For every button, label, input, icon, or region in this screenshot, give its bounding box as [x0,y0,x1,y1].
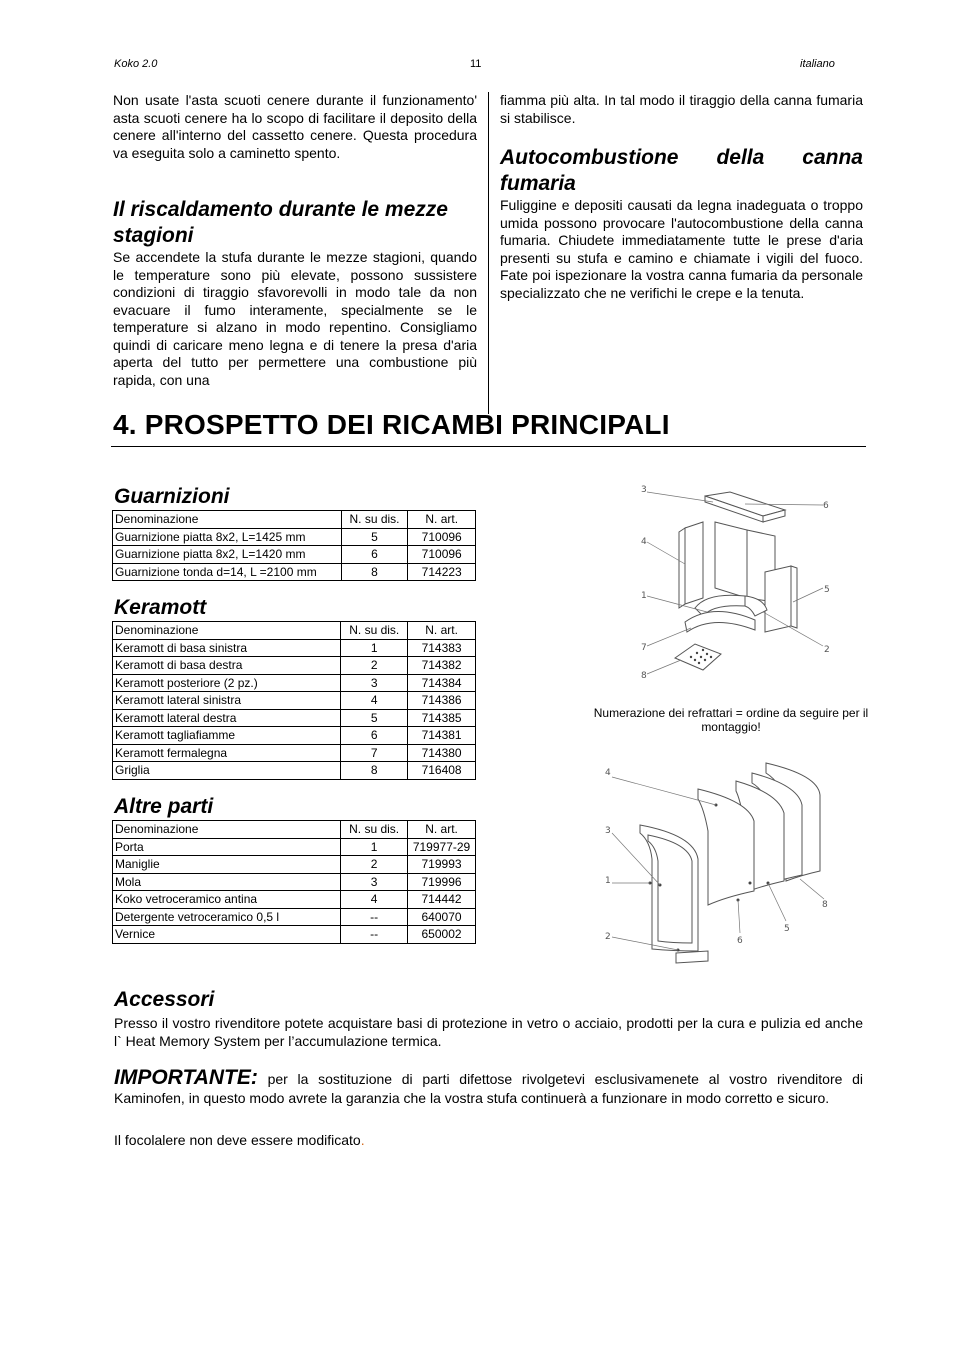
column-header-art: N. art. [408,622,476,640]
table-row [113,891,476,909]
diagram2-label-3: 3 [605,826,611,836]
cell-name: Keramott di basa destra [113,657,341,675]
table-row [113,692,476,710]
table-header-row [113,511,476,529]
cell-name: Porta [113,838,341,856]
diagram2-label-4: 4 [605,768,611,778]
cell-num: 8 [341,563,408,581]
section-title-mezze-stagioni: Il riscaldamento durante le mezze stagioni [113,198,448,247]
header-product: Koko 2.0 [114,58,158,70]
cell-name: Keramott tagliafiamme [113,727,341,745]
cell-name: Maniglie [113,856,341,874]
diagram1-label-1: 1 [641,591,647,601]
column-header-name: Denominazione [113,511,342,529]
refractory-exploded-diagram [595,480,855,685]
diagram1-label-8: 8 [641,671,647,681]
altre-parti-table [112,820,476,944]
table-row [113,744,476,762]
diagram2-label-8: 8 [822,900,828,910]
cell-art: 714384 [408,674,476,692]
table-row [113,563,476,581]
accessori-text: Presso il vostro rivenditore potete acquistare basi di protezione in vetro o acciaio, prodotti per la cura e pulizia ed anche l` Heat Memory System per l’accumulazione termica. [114,1015,863,1049]
cell-name: Detergente vetroceramico 0,5 l [113,908,341,926]
continued-paragraph: fiamma più alta. In tal modo il tiraggio della canna fumaria si stabilisce. [500,92,863,126]
table-row [113,546,476,564]
table-row [113,674,476,692]
column-header-num: N. su dis. [341,622,408,640]
cell-num: 5 [341,709,408,727]
cell-art: 650002 [408,926,476,944]
table-row [113,639,476,657]
cell-num: 1 [341,838,408,856]
cell-art: 714381 [408,727,476,745]
table-row [113,709,476,727]
diagram2-label-1: 1 [605,876,611,886]
guarnizioni-title: Guarnizioni [114,485,230,508]
table-row [113,908,476,926]
section-text-autocombustione: Fuliggine e depositi causati da legna inadeguata o troppo umida possono provocare l'autocombustione della canna fumaria. Chiudete immediatamente tutte le prese d'aria presenti su stufa e camino e chiamate i vigili del fuoco. Fate poi ispezionare la vostra canna fumaria da personale specializzato che ne verifichi le crepe e la tenuta. [500,197,863,301]
importante-note: Il focolalere non deve essere modificato [114,1132,361,1148]
guarnizioni-table [112,510,476,581]
importante-note-end: . [360,1132,365,1148]
diagram2-label-6: 6 [737,936,743,946]
diagram1-label-7: 7 [641,643,647,653]
section-title-autocombustione-text: Autocombustione della canna fumaria [500,146,863,195]
cell-art: 714386 [408,692,476,710]
cell-num: 7 [341,744,408,762]
cell-num: 1 [341,639,408,657]
door-exploded-diagram [598,755,838,970]
cell-art: 716408 [408,762,476,780]
column-divider [488,92,489,414]
diagram1-caption: Numerazione dei refrattari = ordine da seguire per il montaggio! [593,706,869,734]
cell-num: 4 [341,891,408,909]
table-row [113,926,476,944]
cell-name: Vernice [113,926,341,944]
table-row [113,762,476,780]
diagram1-label-2: 2 [824,645,830,655]
cell-name: Griglia [113,762,341,780]
column-header-name: Denominazione [113,622,341,640]
keramott-title: Keramott [114,596,207,619]
keramott-table [112,621,476,780]
cell-art: 719977-29 [408,838,476,856]
column-header-art: N. art. [408,511,476,529]
importante-text: per la sostituzione di parti difettose rivolgetevi esclusivamenete al vostro rivenditore di Kaminofen, in questo modo avrete la garanzia che la vostra stufa continuerà a funzionare in modo corretto e sicuro. [114,1071,863,1106]
cell-num: 4 [341,692,408,710]
diagram2-label-5: 5 [784,924,790,934]
cell-art: 710096 [408,528,476,546]
column-header-name: Denominazione [113,821,341,839]
cell-num: 6 [341,546,408,564]
cell-art: 719993 [408,856,476,874]
cell-art: 714382 [408,657,476,675]
table-header-row [113,821,476,839]
cell-num: -- [341,908,408,926]
cell-num: 3 [341,873,408,891]
importante-note-line [114,1132,365,1148]
cell-art: 640070 [408,908,476,926]
header-language: italiano [800,58,835,70]
cell-art: 714380 [408,744,476,762]
cell-art: 714385 [408,709,476,727]
cell-art: 714383 [408,639,476,657]
table-row [113,856,476,874]
column-header-num: N. su dis. [341,821,408,839]
column-header-art: N. art. [408,821,476,839]
cell-name: Keramott fermalegna [113,744,341,762]
diagram1-label-4: 4 [641,537,647,547]
cell-name: Keramott lateral destra [113,709,341,727]
diagram1-label-3: 3 [641,485,647,495]
intro-paragraph: Non usate l'asta scuoti cenere durante il funzionamento' asta scuoti cenere ha lo scopo di facilitare il deposito della cenere all'interno del cassetto cenere. Questa procedura va eseguita solo a caminetto spento. [113,92,477,161]
cell-name: Guarnizione tonda d=14, L =2100 mm [113,563,342,581]
importante-block [114,1068,863,1108]
importante-title: IMPORTANTE: [114,1066,258,1089]
cell-num: 8 [341,762,408,780]
table-row [113,838,476,856]
chapter-title: 4. PROSPETTO DEI RICAMBI PRINCIPALI [113,409,670,440]
cell-num: -- [341,926,408,944]
table-row [113,657,476,675]
diagram1-label-6: 6 [823,501,829,511]
table-header-row [113,622,476,640]
cell-art: 719996 [408,873,476,891]
chapter-title-rule [111,446,866,447]
table-row [113,528,476,546]
section-title-autocombustione [500,145,863,197]
diagram2-label-2: 2 [605,932,611,942]
cell-num: 2 [341,856,408,874]
page-number: 11 [470,58,482,70]
cell-num: 3 [341,674,408,692]
cell-art: 714223 [408,563,476,581]
section-text-mezze-stagioni: Se accendete la stufa durante le mezze stagioni, quando le temperature sono più elevate, possono sussistere condizioni di tiraggio sfavorevolli in modo tale da non evacuare il fumo interamente, specialmente se le temperature si alzano in modo repentino. Consigliamo quindi di caricare meno legna e di tenere la presa d'aria aperta del tutto per permettere una combustione più rapida, con una [113,249,477,388]
cell-name: Keramott di basa sinistra [113,639,341,657]
cell-num: 2 [341,657,408,675]
cell-num: 5 [341,528,408,546]
accessori-title: Accessori [114,988,215,1011]
cell-art: 714442 [408,891,476,909]
table-row [113,873,476,891]
cell-name: Keramott posteriore (2 pz.) [113,674,341,692]
cell-art: 710096 [408,546,476,564]
cell-name: Guarnizione piatta 8x2, L=1425 mm [113,528,342,546]
table-row [113,727,476,745]
cell-name: Mola [113,873,341,891]
cell-num: 6 [341,727,408,745]
cell-name: Guarnizione piatta 8x2, L=1420 mm [113,546,342,564]
cell-name: Koko vetroceramico antina [113,891,341,909]
cell-name: Keramott lateral sinistra [113,692,341,710]
altre-parti-title: Altre parti [114,795,214,818]
diagram1-label-5: 5 [824,585,830,595]
column-header-num: N. su dis. [341,511,408,529]
